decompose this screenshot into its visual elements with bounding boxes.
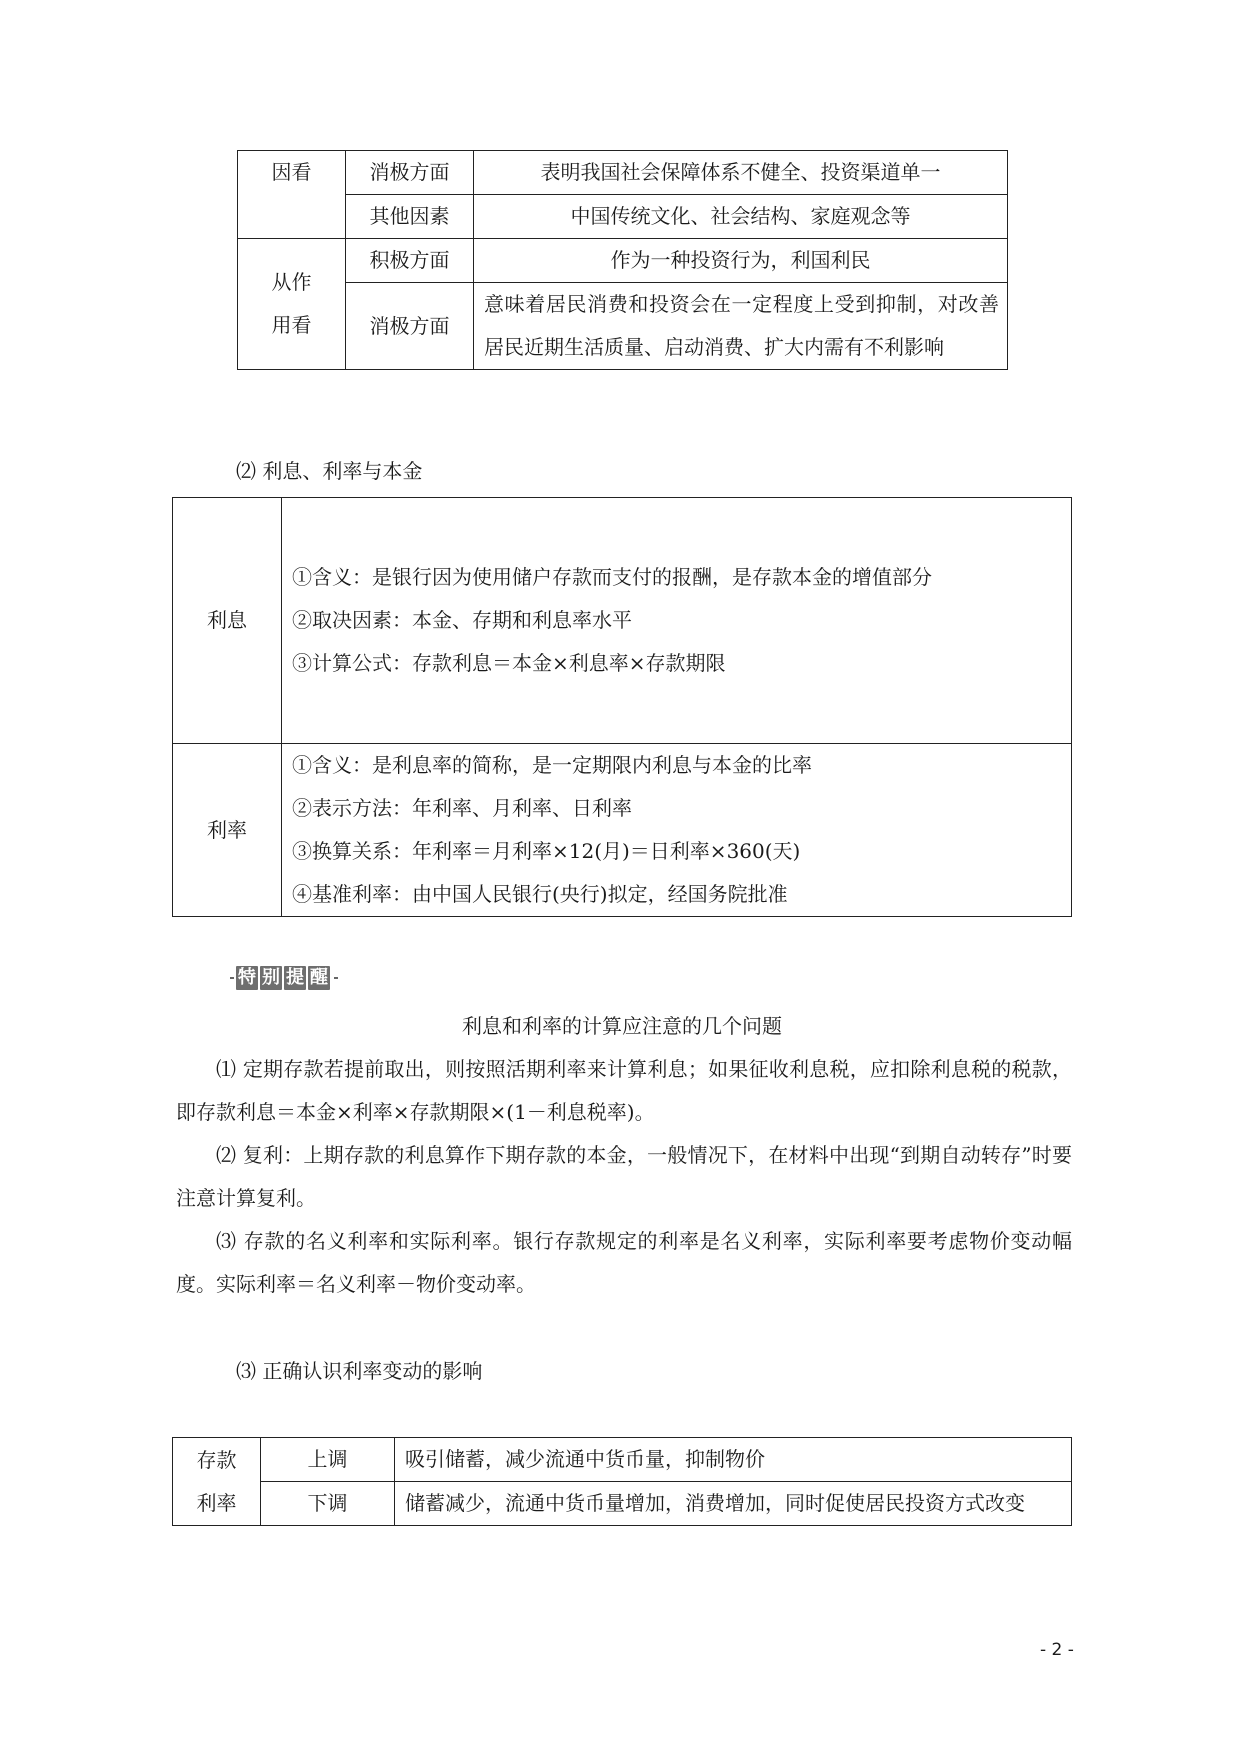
table1-group-effect-line: 从作 <box>271 270 312 294</box>
table1-aspect: 其他因素 <box>346 195 474 239</box>
savings-view-table <box>237 150 1008 370</box>
interest-details <box>282 498 1072 744</box>
rate-line: ④基准利率：由中国人民银行(央行)拟定，经国务院批准 <box>292 882 788 906</box>
rate-details <box>282 744 1072 917</box>
rate-line: ②表示方法：年利率、月利率、日利率 <box>292 796 632 820</box>
reminder-paragraph: ⑴ 定期存款若提前取出，则按照活期利率来计算利息；如果征收利息税，应扣除利息税的税款，即存款利息＝本金×利率×存款期限×(1－利息税率)。 <box>176 1057 1072 1124</box>
reminder-paragraph: ⑶ 存款的名义利率和实际利率。银行存款规定的利率是名义利率，实际利率要考虑物价变动幅度。实际利率＝名义利率－物价变动率。 <box>176 1229 1072 1296</box>
badge-char: 醒 <box>310 967 328 988</box>
table1-aspect: 消极方面 <box>346 151 474 195</box>
table1-aspect: 积极方面 <box>346 239 474 283</box>
deposit-rate-label-line: 存款 <box>196 1447 237 1472</box>
interest-label: 利息 <box>173 498 282 744</box>
reminder-title: 利息和利率的计算应注意的几个问题 <box>462 1014 782 1038</box>
section-heading: ⑶ 正确认识利率变动的影响 <box>236 1359 483 1383</box>
deposit-rate-label <box>173 1438 261 1526</box>
badge-dot <box>230 977 234 979</box>
rate-down-label: 下调 <box>261 1482 395 1526</box>
table1-group-effect <box>238 239 346 370</box>
special-reminder-badge <box>228 966 340 990</box>
table1-aspect: 消极方面 <box>346 283 474 370</box>
table1-group-cause: 因看 <box>238 151 346 239</box>
badge-char: 特 <box>238 967 256 988</box>
table1-group-effect-line: 用看 <box>271 313 312 337</box>
section-heading: ⑵ 利息、利率与本金 <box>236 459 423 483</box>
page-number: - 2 - <box>1040 1640 1074 1660</box>
table1-content: 意味着居民消费和投资会在一定程度上受到抑制，对改善居民近期生活质量、启动消费、扩大内需有不利影响 <box>474 283 1008 370</box>
interest-line: ③计算公式：存款利息＝本金×利息率×存款期限 <box>292 651 726 675</box>
rate-up-label: 上调 <box>261 1438 395 1482</box>
reminder-paragraph: ⑵ 复利：上期存款的利息算作下期存款的本金，一般情况下，在材料中出现“到期自动转存”时要注意计算复利。 <box>176 1143 1072 1210</box>
rate-line: ③换算关系：年利率＝月利率×12(月)＝日利率×360(天) <box>292 839 801 863</box>
table1-content: 中国传统文化、社会结构、家庭观念等 <box>474 195 1008 239</box>
interest-line: ①含义：是银行因为使用储户存款而支付的报酬，是存款本金的增值部分 <box>292 565 932 589</box>
interest-line: ②取决因素：本金、存期和利息率水平 <box>292 608 632 632</box>
rate-line: ①含义：是利息率的简称，是一定期限内利息与本金的比率 <box>292 753 812 777</box>
rate-change-table <box>172 1437 1072 1526</box>
badge-char: 别 <box>262 967 280 988</box>
badge-char: 提 <box>286 967 304 988</box>
table1-content: 表明我国社会保障体系不健全、投资渠道单一 <box>474 151 1008 195</box>
table1-content: 作为一种投资行为，利国利民 <box>474 239 1008 283</box>
rate-label: 利率 <box>173 744 282 917</box>
badge-dot <box>334 977 338 979</box>
deposit-rate-label-line: 利率 <box>196 1490 237 1515</box>
rate-up-content: 吸引储蓄，减少流通中货币量，抑制物价 <box>395 1438 1072 1482</box>
interest-rate-table <box>172 497 1072 917</box>
rate-down-content: 储蓄减少，流通中货币量增加，消费增加，同时促使居民投资方式改变 <box>395 1482 1072 1526</box>
